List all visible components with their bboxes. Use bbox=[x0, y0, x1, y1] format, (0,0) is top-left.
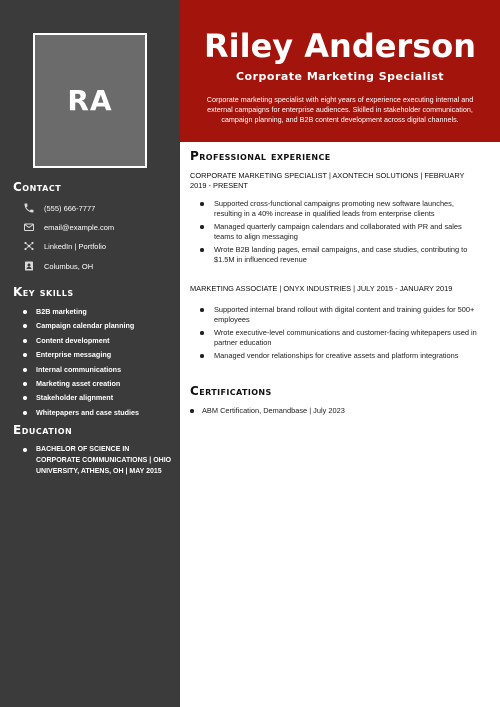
skill-item: Whitepapers and case studies bbox=[22, 406, 139, 420]
skills-list bbox=[22, 305, 139, 420]
first-name: Riley bbox=[203, 27, 294, 65]
job-bullet: Managed quarterly campaign calendars and collaborated with PR and sales teams to align messaging bbox=[190, 222, 480, 241]
certifications-heading: Certifications bbox=[190, 384, 272, 398]
skill-item: Campaign calendar planning bbox=[22, 319, 139, 333]
experience-heading: Professional experience bbox=[190, 149, 331, 163]
skill-item: Stakeholder alignment bbox=[22, 391, 139, 405]
id-card-icon bbox=[22, 259, 36, 273]
network-icon bbox=[22, 239, 36, 253]
job-title: Corporate Marketing Specialist bbox=[235, 70, 445, 83]
education-item: BACHELOR OF SCIENCE IN CORPORATE COMMUNICATIONS | OHIO UNIVERSITY, ATHENS, OH | MAY 2015 bbox=[22, 444, 172, 477]
certification-item: ABM Certification, Demandbase | July 2023 bbox=[190, 406, 480, 416]
job-bullet: Supported internal brand rollout with digital content and training guides for 500+ employees bbox=[190, 305, 480, 324]
job-2-bullets bbox=[190, 305, 480, 365]
job-title-1: CORPORATE MARKETING SPECIALIST | AXONTECH SOLUTIONS | FEBRUARY 2019 - PRESENT bbox=[190, 171, 465, 190]
job-bullet: Supported cross-functional campaigns promoting new software launches, resulting in a 40% increase in qualified leads from enterprise clients bbox=[190, 199, 480, 218]
skill-item: Enterprise messaging bbox=[22, 348, 139, 362]
job-bullet: Wrote B2B landing pages, email campaigns, and case studies, contributing to $1.5M in influenced revenue bbox=[190, 245, 480, 264]
contact-phone bbox=[22, 200, 95, 216]
summary: Corporate marketing specialist with eight years of experience executing internal and external campaigns for enterprise audiences. Skilled in stakeholder communication, campaign planning, and B2B content development across digital channels. bbox=[206, 95, 474, 124]
education-heading: Education bbox=[13, 423, 73, 437]
certifications-list bbox=[190, 406, 480, 416]
location-text: Columbus, OH bbox=[44, 261, 94, 271]
full-name bbox=[180, 26, 500, 66]
photo-placeholder bbox=[33, 33, 147, 168]
contact-location bbox=[22, 258, 93, 274]
education-list bbox=[22, 444, 172, 477]
contact-heading: Contact bbox=[13, 180, 62, 194]
last-name: Anderson bbox=[304, 27, 477, 65]
job-bullet: Managed vendor relationships for creative assets and platform integrations bbox=[190, 351, 480, 361]
contact-links[interactable] bbox=[22, 238, 106, 254]
initials: RA bbox=[67, 84, 113, 117]
skill-item: Marketing asset creation bbox=[22, 377, 139, 391]
job-title-2: MARKETING ASSOCIATE | ONYX INDUSTRIES | JULY 2015 - JANUARY 2019 bbox=[190, 284, 453, 293]
phone-text: (555) 666-7777 bbox=[44, 203, 96, 213]
skill-item: Internal communications bbox=[22, 363, 139, 377]
skills-heading: Key skills bbox=[13, 285, 74, 299]
header-banner bbox=[180, 0, 500, 142]
email-text[interactable]: email@example.com bbox=[44, 222, 115, 232]
contact-email[interactable] bbox=[22, 219, 114, 235]
phone-icon bbox=[22, 201, 36, 215]
skill-item: Content development bbox=[22, 334, 139, 348]
job-bullet: Wrote executive-level communications and customer-facing whitepapers used in partner education bbox=[190, 328, 480, 347]
job-1-bullets bbox=[190, 199, 480, 269]
skill-item: B2B marketing bbox=[22, 305, 139, 319]
links-text[interactable]: LinkedIn | Portfolio bbox=[44, 241, 106, 251]
sidebar bbox=[0, 0, 180, 707]
envelope-icon bbox=[22, 220, 36, 234]
